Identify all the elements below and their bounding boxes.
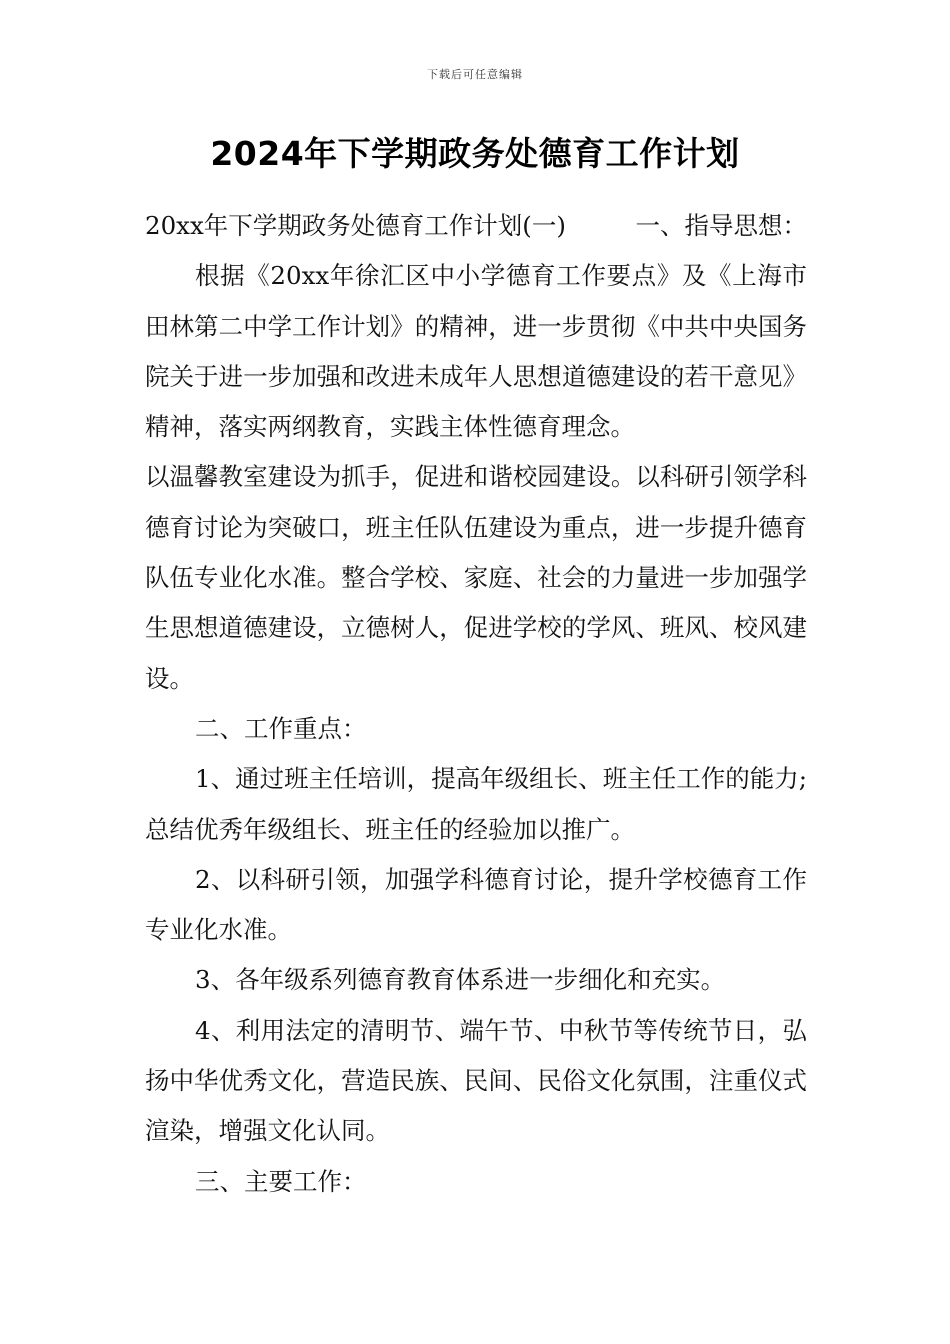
paragraph-guiding-basis: 根据《20xx年徐汇区中小学德育工作要点》及《上海市田林第二中学工作计划》的精神，进一步贯彻《中共中央国务院关于进一步加强和改进未成年人思想道德建设的若干意见》精神，落实两纲教育，实践主体性德育理念。	[145, 261, 807, 442]
work-focus-item-3: 3、各年级系列德育教育体系进一步细化和充实。	[195, 965, 726, 995]
section-heading-guiding-ideology: 一、指导思想：	[635, 211, 807, 240]
header-note: 下载后可任意编辑	[427, 68, 523, 81]
section-heading-main-work: 三、主要工作：	[195, 1166, 367, 1196]
document-title: 2024年下学期政务处德育工作计划	[210, 134, 740, 173]
document-body	[145, 201, 807, 1207]
plan-subtitle: 20xx年下学期政务处德育工作计划(一)	[145, 211, 566, 240]
intro-line	[145, 201, 807, 251]
section-heading-work-focus: 二、工作重点：	[195, 713, 367, 743]
work-focus-item-1: 1、通过班主任培训，提高年级组长、班主任工作的能力;总结优秀年级组长、班主任的经验加以推广。	[145, 764, 807, 844]
work-focus-item-2: 2、以科研引领，加强学科德育讨论，提升学校德育工作专业化水准。	[145, 864, 807, 945]
work-focus-item-4: 4、利用法定的清明节、端午节、中秋节等传统节日，弘扬中华优秀文化，营造民族、民间、民俗文化氛围，注重仪式渲染，增强文化认同。	[145, 1015, 807, 1146]
paragraph-guiding-goals: 以温馨教室建设为抓手，促进和谐校园建设。以科研引领学科德育讨论为突破口，班主任队伍建设为重点，进一步提升德育队伍专业化水准。整合学校、家庭、社会的力量进一步加强学生思想道德建设，立德树人，促进学校的学风、班风、校风建设。	[145, 462, 807, 693]
